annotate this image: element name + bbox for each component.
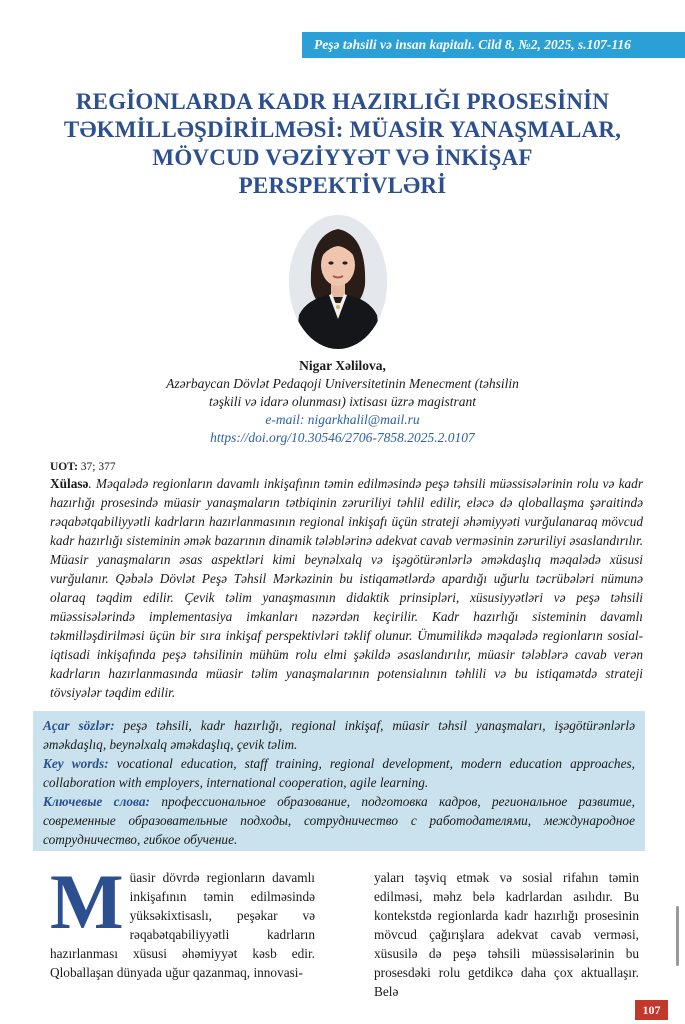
title-line-1: REGİONLARDA KADR HAZIRLIĞI PROSESİNİN (75, 89, 610, 114)
abstract (50, 474, 643, 702)
keywords-ru-text: профессиональное образование, подготовка кадров, региональное развитие, современные образовательные подходы, сотрудничество с работодателями, международное сотрудничество, гибкое обучение. (43, 794, 636, 847)
scrollbar-thumb[interactable] (676, 906, 679, 966)
author-photo (289, 215, 387, 349)
keywords-az-text: peşə təhsili, kadr hazırlığı, regional inkişaf, müasir təhsil yanaşmaları, işəgötürənlərlə əməkdaşlıq, beynəlxalq əməkdaşlıq, çevik təlim. (43, 718, 635, 752)
title-line-3: MÖVCUD VƏZİYYƏT VƏ İNKİŞAF (152, 145, 533, 170)
journal-header: Peşə təhsili və insan kapitalı. Cild 8, №2, 2025, s.107-116 (302, 32, 685, 58)
keywords-box (33, 711, 645, 851)
keywords-en-label: Key words: (43, 756, 109, 771)
article-title (40, 88, 645, 200)
doi-link[interactable]: https://doi.org/10.30546/2706-7858.2025.2.0107 (210, 430, 475, 445)
author-portrait-icon (289, 215, 387, 349)
body-column-right (374, 868, 639, 1001)
title-line-4: PERSPEKTİVLƏRİ (238, 173, 447, 198)
uot-label: UOT: (50, 461, 78, 473)
keywords-ru (43, 792, 635, 849)
body-left-text: üasir dövrdə regionların davamlı inkişafının təmin edilməsində yüksəkixtisaslı, peşəkar və rəqabətqabiliyyətli kadrların hazırlanması xüsusi əhəmiyyət kəsb edir. Qloballaşan dünyada uğur qazanmaq, innovasi- (50, 870, 315, 980)
keywords-az (43, 716, 635, 754)
abstract-label: Xülasə (50, 476, 89, 491)
body-right-text: yaları təşviq etmək və sosial rifahın təmin edilməsi, məhz belə kadrlardan asılıdır. Bu kontekstdə regionlarda kadr hazırlığı prosesinin mövcud çağırışlara adekvat cavab verməsi, xüsusilə də peşə təhsili müəssisələrinin bu prosesdəki rolu getdikcə daha çox aktuallaşır. Belə (374, 870, 639, 999)
author-block (100, 357, 585, 447)
author-email-link[interactable]: e-mail: nigarkhalil@mail.ru (265, 412, 420, 427)
keywords-ru-label: Ключевые слова: (43, 794, 150, 809)
uot-value: 37; 377 (77, 461, 116, 473)
title-line-2: TƏKMİLLƏŞDİRİLMƏSİ: MÜASİR YANAŞMALAR, (63, 117, 622, 142)
uot-code (50, 461, 116, 473)
keywords-az-label: Açar sözlər: (43, 718, 115, 733)
abstract-text: . Məqalədə regionların davamlı inkişafının təmin edilməsində peşə təhsili müəssisələrinin rolu və kadr hazırlığı prosesində müasir yanaşmaların tətbiqinin zəruriliyi təhlil edilir, eləcə də qloballaşma şəraitində rəqabətqabiliyyətli kadrların hazırlanmasının regional inkişafı üçün strateji əhəmiyyəti vurğulanaraq mövcud kadr hazırlığı sisteminin əmək bazarının dinamik tələblərinə adekvat cavab verməsinin zəruriliyi əsaslandırılır. Müasir yanaşmaların əsas aspektləri kimi beynəlxalq və işəgötürənlərlə əməkdaşlıq məqalədə xüsusi vurğulanır. Qəbələ Dövlət Peşə Təhsil Mərkəzinin bu istiqamətlərdə apardığı uğurlu təcrübələri nümunə olaraq təqdim edilir. Çevik təlim yanaşmasının didaktik prinsipləri, xüsusiyyətləri və peşə təhsili müəssisələrində implementasiya imkanları nəzərdən keçirilir. Kadr hazırlığı sisteminin davamlı təkmilləşdirilməsi üçün bir sıra inkişaf perspektivləri təklif olunur. Ümumilikdə məqalədə regionların sosial-iqtisadi inkişafında peşə təhsilinin mühüm rolu elmi şəkildə əsaslandırılır, müasir tələblərə cavab verən kadrların hazırlanmasında müasir təlim yanaşmalarının potensialının təhlili və bu istiqamətdə strateji tövsiyələr təqdim edilir. (50, 476, 643, 700)
page-number: 107 (635, 1000, 668, 1020)
keywords-en-text: vocational education, staff training, regional development, modern education approaches, collaboration with employers, international cooperation, agile learning. (43, 756, 635, 790)
dropcap-letter: M (50, 858, 124, 945)
author-affiliation-line-1: Azərbaycan Dövlət Pedaqoji Universitetinin Menecment (təhsilin (166, 376, 519, 391)
author-affiliation-line-2: təşkili və idarə olunması) ixtisası üzrə magistrant (209, 394, 476, 409)
keywords-en (43, 754, 635, 792)
author-name: Nigar Xəlilova, (299, 358, 386, 373)
body-column-left (50, 858, 315, 982)
